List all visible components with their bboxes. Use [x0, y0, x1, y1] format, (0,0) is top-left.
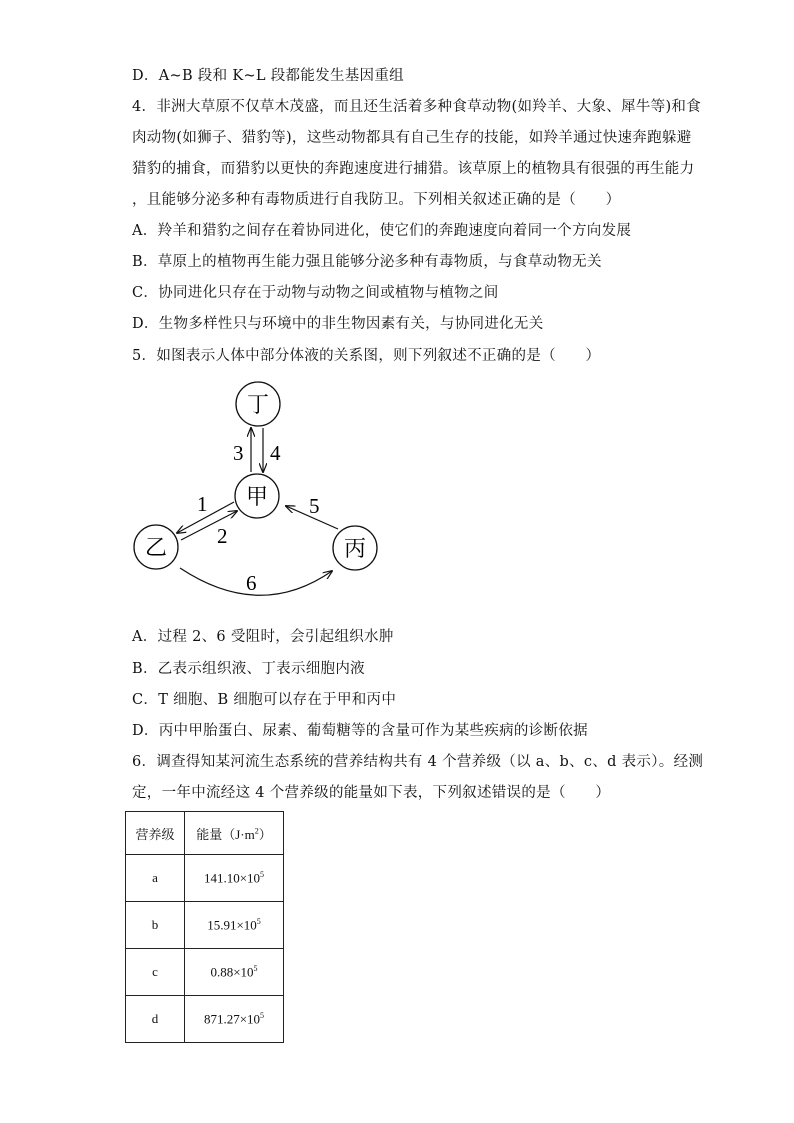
body-fluid-diagram: [120, 376, 400, 606]
table-header-row: [126, 812, 284, 855]
option-d-q3: D．A~B 段和 K~L 段都能发生基因重组: [132, 68, 404, 84]
question-4-option-b: B．草原上的植物再生能力强且能够分泌多种有毒物质，与食草动物无关: [132, 254, 602, 270]
node-bing: [333, 526, 377, 570]
edge-label-5: 5: [309, 494, 320, 518]
node-yi: [134, 525, 178, 569]
table-row: [126, 996, 284, 1043]
cell-energy: $0.88\times 10^5$: [185, 949, 284, 996]
question-6-stem-line-1: 6．调查得知某河流生态系统的营养结构共有 4 个营养级（以 a、b、c、d 表示）。经测: [132, 754, 704, 770]
question-4-stem-line-1: 4．非洲大草原不仅草木茂盛，而且还生活着多种食草动物(如羚羊、大象、犀牛等)和食: [132, 99, 702, 115]
header-energy: 能量$(J\cdot m^2)$: [185, 812, 284, 855]
node-ding: [236, 382, 280, 426]
question-5-option-d: D．丙中甲胎蛋白、尿素、葡萄糖等的含量可作为某些疾病的诊断依据: [132, 723, 588, 739]
question-6-stem-line-2: 定，一年中流经这 4 个营养级的能量如下表，下列叙述错误的是（ ）: [132, 785, 611, 801]
cell-level: d: [126, 996, 185, 1043]
cell-level: b: [126, 902, 185, 949]
node-jia: [235, 474, 279, 518]
edge-label-3: 3: [233, 441, 244, 465]
cell-energy: $15.91\times 10^5$: [185, 902, 284, 949]
question-5-option-b: B．乙表示组织液、丁表示细胞内液: [132, 661, 365, 677]
question-4-option-a: A．羚羊和猎豹之间存在着协同进化，使它们的奔跑速度向着同一个方向发展: [132, 223, 632, 239]
question-4-stem-line-3: 猎豹的捕食，而猎豹以更快的奔跑速度进行捕猎。该草原上的植物具有很强的再生能力: [132, 161, 695, 177]
edge-label-1: 1: [197, 492, 208, 516]
cell-energy: $871.27\times 10^5$: [185, 996, 284, 1043]
table-row: [126, 902, 284, 949]
energy-table: [125, 811, 284, 1043]
question-4-option-c: C．协同进化只存在于动物与动物之间或植物与植物之间: [132, 285, 499, 301]
question-4-option-d: D．生物多样性只与环境中的非生物因素有关，与协同进化无关: [132, 316, 544, 332]
edge-label-4: 4: [270, 441, 281, 465]
cell-level: a: [126, 855, 185, 902]
svg-text:甲: 甲: [245, 485, 269, 510]
question-5-option-a: A．过程 2、6 受阻时，会引起组织水肿: [132, 629, 394, 645]
edge-label-2: 2: [217, 524, 228, 548]
svg-text:丙: 丙: [343, 537, 367, 562]
svg-text:丁: 丁: [246, 393, 270, 418]
table-row: [126, 855, 284, 902]
question-5-option-c: C．T 细胞、B 细胞可以存在于甲和丙中: [132, 692, 397, 708]
edge-label-6: 6: [246, 571, 257, 595]
question-5-stem: 5．如图表示人体中部分体液的关系图，则下列叙述不正确的是（ ）: [132, 348, 601, 364]
header-level: 营养级: [126, 812, 185, 855]
table-row: [126, 949, 284, 996]
svg-text:乙: 乙: [144, 536, 168, 561]
cell-energy: $141.10\times 10^5$: [185, 855, 284, 902]
question-4-stem-line-4: ，且能够分泌多种有毒物质进行自我防卫。下列相关叙述正确的是（ ）: [132, 192, 621, 208]
question-4-stem-line-2: 肉动物(如狮子、猎豹等)，这些动物都具有自己生存的技能，如羚羊通过快速奔跑躲避: [132, 130, 692, 146]
cell-level: c: [126, 949, 185, 996]
